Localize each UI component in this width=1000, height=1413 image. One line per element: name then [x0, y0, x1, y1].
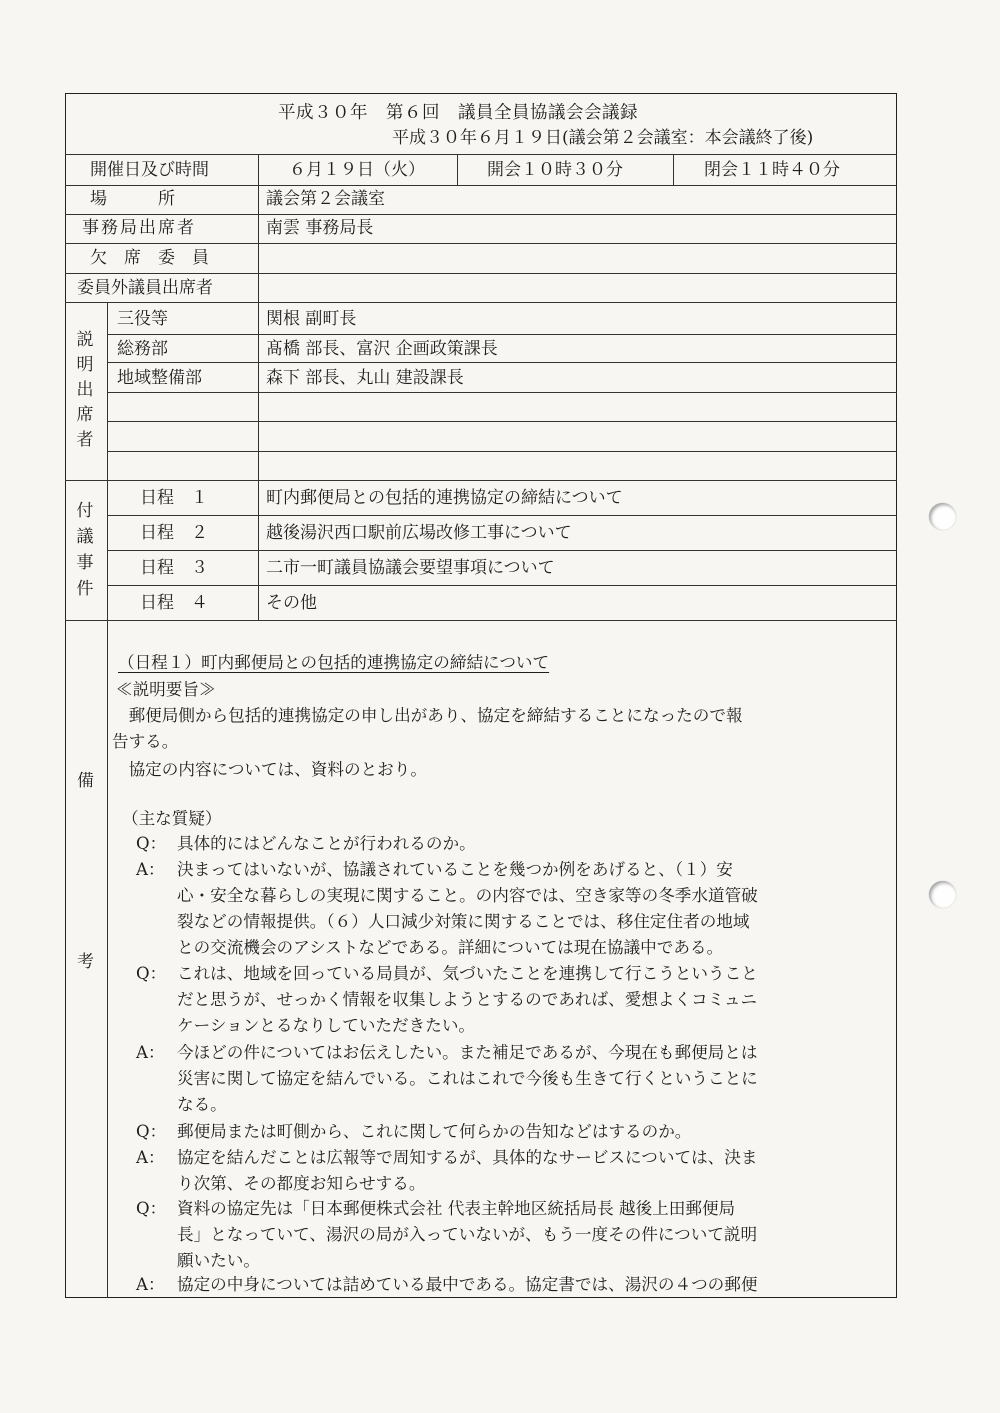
explainer-names: 関根 副町長	[266, 309, 357, 329]
qa-mark: Q：	[136, 1122, 167, 1141]
qa-line: 今ほどの件についてはお伝えしたい。また補足であるが、今現在も郵便局とは	[177, 1043, 758, 1062]
row-divider	[65, 243, 897, 244]
column-divider	[457, 154, 458, 185]
row-divider	[65, 214, 897, 215]
qa-mark: Q：	[136, 964, 167, 983]
agenda-item-label: 日程 １	[140, 488, 208, 508]
row-divider	[107, 362, 897, 363]
punch-hole	[929, 503, 956, 530]
qa-line: 協定を結んだことは広報等で周知するが、具体的なサービスについては、決ま	[177, 1148, 758, 1167]
agenda-item-label: 日程 ２	[140, 523, 208, 543]
agenda-item-label: 日程 ３	[140, 558, 208, 578]
explainers-section-label: 説明出席者	[76, 330, 94, 450]
qa-mark: Q：	[136, 1199, 167, 1218]
qa-line: 災害に関して協定を結んでいる。これはこれで今後も生きて行くということに	[177, 1069, 758, 1088]
other-label: 委員外議員出席者	[77, 278, 213, 298]
row-divider	[65, 302, 897, 303]
row-divider	[65, 620, 897, 621]
summary-line: 郵便局側から包括的連携協定の申し出があり、協定を締結することになったので報	[112, 706, 743, 725]
place-value: 議会第２会議室	[266, 189, 385, 209]
minutes-title: 平成３０年 第６回 議員全員協議会会議録	[278, 103, 638, 123]
agenda-item-label: 日程 ４	[140, 593, 208, 613]
explainer-dept: 三役等	[117, 309, 168, 329]
agenda-item-title: その他	[266, 593, 317, 613]
agenda-item-title: 町内郵便局との包括的連携協定の締結について	[266, 488, 623, 508]
qa-line: ケーションとるなりしていただきたい。	[177, 1016, 476, 1035]
summary-label: ≪説明要旨≫	[116, 680, 216, 699]
column-divider	[258, 480, 259, 620]
qa-line: 郵便局または町側から、これに関して何らかの告知などはするのか。	[177, 1122, 692, 1141]
absent-label: 欠 席 委 員	[90, 248, 209, 268]
qa-mark: A：	[136, 1043, 165, 1062]
row-divider	[65, 154, 897, 155]
qa-line: との交流機会のアシストなどである。詳細については現在協議中である。	[177, 938, 724, 957]
explainer-names: 森下 部長、丸山 建設課長	[266, 368, 464, 388]
explainer-dept: 総務部	[117, 339, 168, 359]
summary-line: 協定の内容については、資料のとおり。	[112, 760, 427, 779]
qa-line: 協定の中身については詰めている最中である。協定書では、湯沢の４つの郵便	[177, 1275, 758, 1294]
qa-line: り次第、その都度お知らせする。	[177, 1174, 426, 1193]
column-divider	[673, 154, 674, 185]
column-divider	[107, 302, 108, 480]
remarks-heading: （日程１）町内郵便局との包括的連携協定の締結について	[118, 653, 550, 672]
date-label: 開催日及び時間	[90, 160, 209, 180]
row-divider	[107, 334, 897, 335]
qa-mark: A：	[136, 1275, 165, 1294]
row-divider	[107, 392, 897, 393]
remarks-label-top: 備	[77, 771, 94, 791]
summary-line: 告する。	[112, 732, 179, 751]
explainer-names: 髙橋 部長、富沢 企画政策課長	[266, 339, 498, 359]
column-divider	[258, 154, 259, 480]
row-divider	[107, 550, 897, 551]
date-value: ６月１９日（火）	[289, 160, 425, 180]
qa-mark: A：	[136, 1148, 165, 1167]
qa-line: 裂などの情報提供。（６）人口減少対策に関することでは、移住定住者の地域	[177, 912, 750, 931]
close-time: 閉会１１時４０分	[704, 160, 840, 180]
row-divider	[107, 451, 897, 452]
qa-mark: Q：	[136, 834, 167, 853]
column-divider	[107, 480, 108, 620]
qa-line: 資料の協定先は「日本郵便株式会社 代表主幹地区統括局長 越後上田郵便局	[177, 1199, 736, 1218]
office-label: 事務局出席者	[82, 218, 196, 238]
minutes-subtitle: 平成３０年６月１９日(議会第２会議室：本会議終了後)	[392, 128, 814, 148]
qa-line: 心・安全な暮らしの実現に関すること。の内容では、空き家等の冬季水道管破	[177, 886, 758, 905]
qa-mark: A：	[136, 860, 165, 879]
agenda-item-title: 越後湯沢西口駅前広場改修工事について	[266, 523, 572, 543]
row-divider	[107, 515, 897, 516]
row-divider	[107, 421, 897, 422]
qa-heading: （主な質疑）	[122, 809, 222, 828]
qa-line: これは、地域を回っている局員が、気づいたことを連携して行こうということ	[177, 964, 758, 983]
explainer-dept: 地域整備部	[117, 368, 202, 388]
row-divider	[65, 185, 897, 186]
row-divider	[65, 273, 897, 274]
qa-line: 具体的にはどんなことが行われるのか。	[177, 834, 476, 853]
open-time: 開会１０時３０分	[487, 160, 623, 180]
qa-line: 決まってはいないが、協議されていることを幾つか例をあげると、（１）安	[177, 860, 733, 879]
row-divider	[65, 480, 897, 481]
row-divider	[107, 585, 897, 586]
punch-hole	[929, 881, 956, 908]
place-label: 場 所	[90, 189, 175, 209]
qa-line: だと思うが、せっかく情報を収集しようとするのであれば、愛想よくコミュニ	[177, 990, 758, 1009]
qa-line: なる。	[177, 1095, 227, 1114]
column-divider	[107, 620, 108, 1298]
office-value: 南雲 事務局長	[266, 218, 374, 238]
agenda-section-label: 付議事件	[76, 501, 94, 599]
qa-line: 長」となっていて、湯沢の局が入っていないが、もう一度その件について説明	[177, 1225, 758, 1244]
qa-line: 願いたい。	[177, 1251, 260, 1270]
remarks-label-bottom: 考	[77, 952, 94, 972]
agenda-item-title: 二市一町議員協議会要望事項について	[266, 558, 555, 578]
